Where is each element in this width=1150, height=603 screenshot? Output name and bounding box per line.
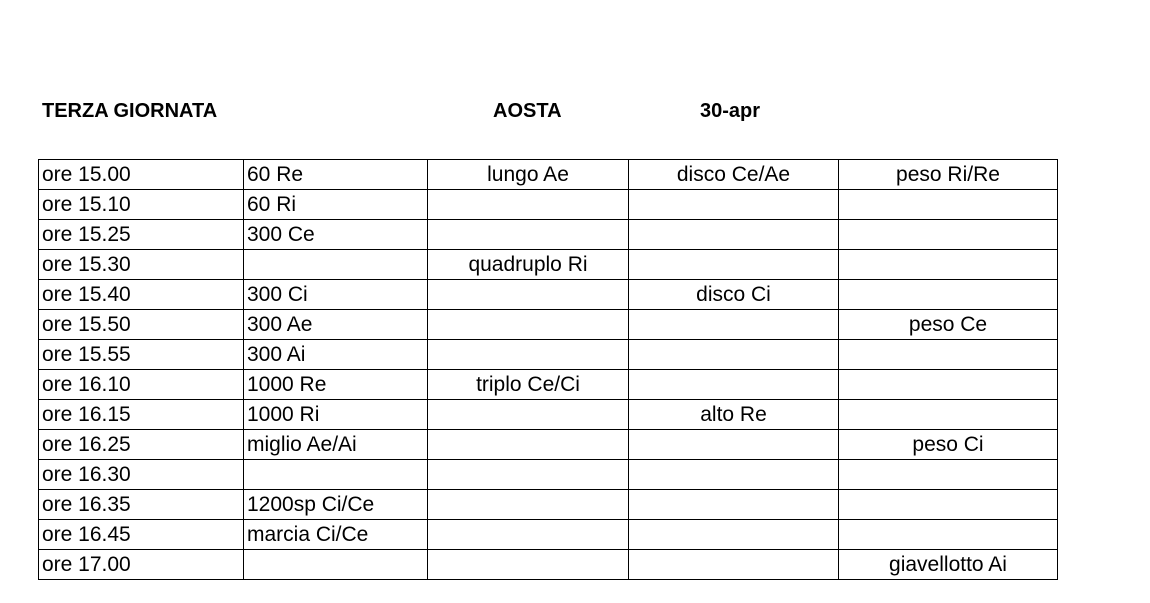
race-cell: 300 Ai	[244, 340, 428, 370]
event2-cell	[629, 250, 839, 280]
table-row	[39, 220, 1058, 250]
event3-cell	[839, 400, 1058, 430]
race-cell: 300 Ci	[244, 280, 428, 310]
event3-cell	[839, 190, 1058, 220]
event1-cell	[428, 280, 629, 310]
event2-cell	[629, 340, 839, 370]
table-row	[39, 400, 1058, 430]
time-cell: ore 15.10	[39, 190, 244, 220]
location-label: AOSTA	[493, 100, 562, 122]
race-cell: 1200sp Ci/Ce	[244, 490, 428, 520]
event2-cell	[629, 490, 839, 520]
event1-cell	[428, 490, 629, 520]
event1-cell	[428, 550, 629, 580]
table-row	[39, 340, 1058, 370]
event2-cell	[629, 190, 839, 220]
event2-cell: disco Ci	[629, 280, 839, 310]
event2-cell	[629, 460, 839, 490]
time-cell: ore 15.55	[39, 340, 244, 370]
event1-cell	[428, 430, 629, 460]
race-cell: 60 Re	[244, 160, 428, 190]
time-cell: ore 16.25	[39, 430, 244, 460]
time-cell: ore 15.30	[39, 250, 244, 280]
time-cell: ore 17.00	[39, 550, 244, 580]
event3-cell	[839, 280, 1058, 310]
table-row	[39, 460, 1058, 490]
race-cell	[244, 460, 428, 490]
table-row	[39, 520, 1058, 550]
event1-cell	[428, 190, 629, 220]
table-row	[39, 280, 1058, 310]
table-row	[39, 250, 1058, 280]
event3-cell	[839, 220, 1058, 250]
event3-cell	[839, 340, 1058, 370]
race-cell	[244, 550, 428, 580]
schedule-table	[38, 159, 1058, 580]
time-cell: ore 15.25	[39, 220, 244, 250]
time-cell: ore 16.10	[39, 370, 244, 400]
table-row	[39, 370, 1058, 400]
event3-cell: giavellotto Ai	[839, 550, 1058, 580]
event1-cell	[428, 400, 629, 430]
race-cell: 300 Ae	[244, 310, 428, 340]
event2-cell	[629, 220, 839, 250]
race-cell: 1000 Re	[244, 370, 428, 400]
event1-cell	[428, 460, 629, 490]
time-cell: ore 16.35	[39, 490, 244, 520]
event3-cell: peso Ce	[839, 310, 1058, 340]
event3-cell	[839, 520, 1058, 550]
event2-cell	[629, 520, 839, 550]
table-row	[39, 190, 1058, 220]
race-cell: 300 Ce	[244, 220, 428, 250]
table-row	[39, 160, 1058, 190]
event1-cell: triplo Ce/Ci	[428, 370, 629, 400]
event1-cell: lungo Ae	[428, 160, 629, 190]
event1-cell	[428, 310, 629, 340]
event1-cell	[428, 220, 629, 250]
event2-cell	[629, 370, 839, 400]
event2-cell	[629, 310, 839, 340]
event2-cell: disco Ce/Ae	[629, 160, 839, 190]
race-cell: marcia Ci/Ce	[244, 520, 428, 550]
event1-cell	[428, 520, 629, 550]
event2-cell	[629, 430, 839, 460]
event1-cell	[428, 340, 629, 370]
event3-cell	[839, 250, 1058, 280]
event2-cell	[629, 550, 839, 580]
date-label: 30-apr	[700, 100, 761, 122]
time-cell: ore 16.45	[39, 520, 244, 550]
table-row	[39, 430, 1058, 460]
event3-cell: peso Ri/Re	[839, 160, 1058, 190]
event3-cell: peso Ci	[839, 430, 1058, 460]
event1-cell: quadruplo Ri	[428, 250, 629, 280]
time-cell: ore 16.15	[39, 400, 244, 430]
event2-cell: alto Re	[629, 400, 839, 430]
time-cell: ore 15.50	[39, 310, 244, 340]
table-row	[39, 310, 1058, 340]
race-cell: 1000 Ri	[244, 400, 428, 430]
event3-cell	[839, 490, 1058, 520]
table-row	[39, 550, 1058, 580]
day-title: TERZA GIORNATA	[42, 100, 218, 122]
race-cell	[244, 250, 428, 280]
race-cell: 60 Ri	[244, 190, 428, 220]
time-cell: ore 15.00	[39, 160, 244, 190]
schedule-body	[39, 160, 1058, 580]
event3-cell	[839, 460, 1058, 490]
table-row	[39, 490, 1058, 520]
time-cell: ore 15.40	[39, 280, 244, 310]
time-cell: ore 16.30	[39, 460, 244, 490]
race-cell: miglio Ae/Ai	[244, 430, 428, 460]
event3-cell	[839, 370, 1058, 400]
